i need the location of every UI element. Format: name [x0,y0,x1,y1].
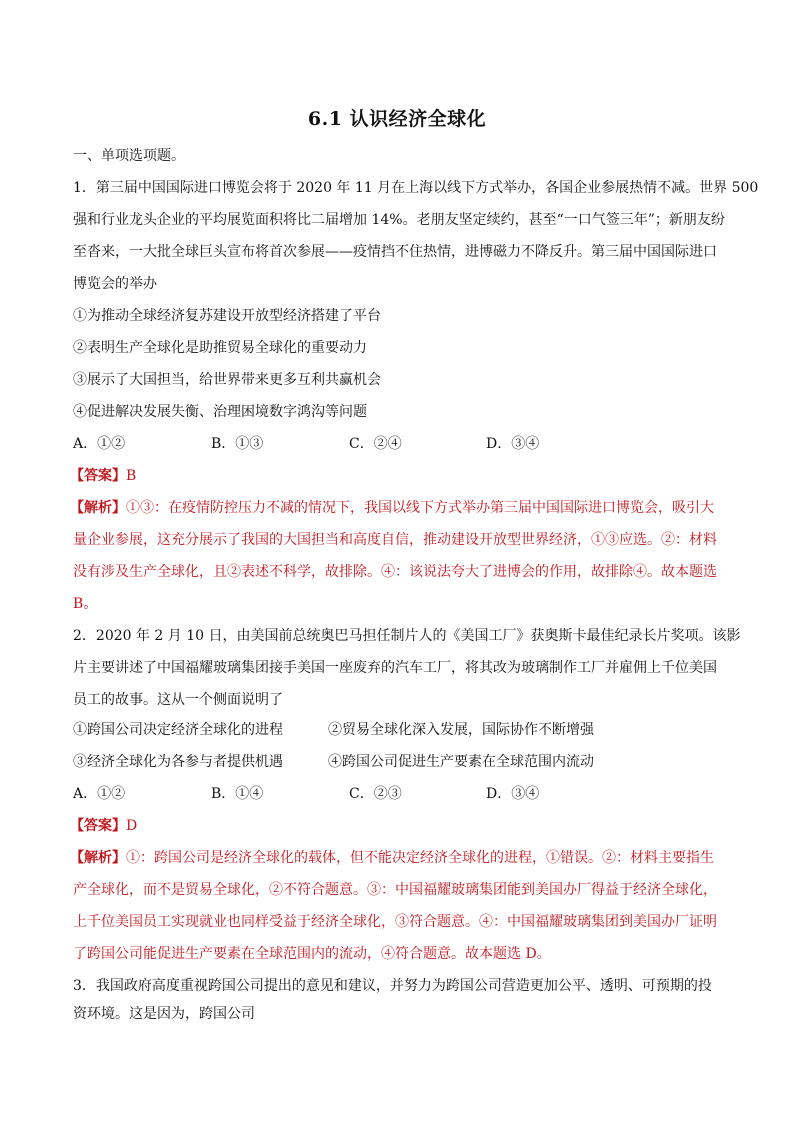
q1-answer [70,466,730,486]
q1-stem-line-1: 1．第三届中国国际进口博览会将于 2020 年 11 月在上海以线下方式举办，各国企业参展热情不减。世界 500 [73,180,759,196]
q2-answer [70,816,730,836]
q1-statement-2: ②表明生产全球化是助推贸易全球化的重要动力 [73,340,367,356]
q1-analysis-text-1: ①③：在疫情防控压力不减的情况下，我国以线下方式举办第三届中国国际进口博览会，吸引大 [126,500,714,516]
q2-option-d: D．③④ [486,786,540,802]
q2-analysis-line-1 [70,848,730,868]
q1-stem-line-3: 至沓来，一大批全球巨头宣布将首次参展——疫情挡不住热情，进博磁力不降反升。第三届中国国际进口 [73,244,717,260]
answer-label: 【答案】 [70,468,126,484]
q2-option-b: B．①④ [211,786,264,802]
analysis-label: 【解析】 [70,850,126,866]
q2-answer-value: D [126,818,138,834]
q1-analysis-line-1 [70,498,730,518]
q1-analysis-line-4: B。 [73,596,98,612]
q2-statement-1: ①跨国公司决定经济全球化的进程 [73,722,283,738]
q1-statement-4: ④促进解决发展失衡、治理困境数字鸿沟等问题 [73,404,367,420]
q2-option-c: C．②③ [349,786,402,802]
q2-stem-line-1: 2．2020 年 2 月 10 日，由美国前总统奥巴马担任制片人的《美国工厂》获奥斯卡最佳纪录长片奖项。该影 [73,628,741,644]
q1-option-a: A．①② [73,436,126,452]
q1-stem-line-2: 强和行业龙头企业的平均展览面积将比二届增加 14%。老朋友坚定续约，甚至“一口气签三年”；新朋友纷 [73,212,725,228]
q1-answer-value: B [126,468,137,484]
q2-analysis-line-2: 产全球化，而不是贸易全球化，②不符合题意。③：中国福耀玻璃集团能到美国办厂得益于经济全球化， [73,882,717,898]
q2-statement-3: ③经济全球化为各参与者提供机遇 [73,754,283,770]
section-heading: 一、单项选项题。 [73,148,185,164]
q2-analysis-line-4: 了跨国公司能促进生产要素在全球范围内的流动，④符合题意。故本题选 D。 [73,946,551,962]
q2-stem-line-2: 片主要讲述了中国福耀玻璃集团接手美国一座废弃的汽车工厂，将其改为玻璃制作工厂并雇佣上千位美国 [73,660,717,676]
q3-stem-line-2: 资环境。这是因为，跨国公司 [73,1006,255,1022]
q1-statement-1: ①为推动全球经济复苏建设开放型经济搭建了平台 [73,308,381,324]
q1-statement-3: ③展示了大国担当，给世界带来更多互利共赢机会 [73,372,381,388]
q1-option-d: D．③④ [486,436,540,452]
q3-stem-line-1: 3．我国政府高度重视跨国公司提出的意见和建议，并努力为跨国公司营造更加公平、透明、可预期的投 [73,978,712,994]
q1-option-c: C．②④ [349,436,402,452]
q1-option-b: B．①③ [211,436,264,452]
q2-analysis-line-3: 上千位美国员工实现就业也同样受益于经济全球化，③符合题意。④：中国福耀玻璃集团到美国办厂证明 [73,914,717,930]
q2-option-a: A．①② [73,786,126,802]
answer-label: 【答案】 [70,818,126,834]
q2-statement-2: ②贸易全球化深入发展，国际协作不断增强 [328,722,594,738]
q2-stem-line-3: 员工的故事。这从一个侧面说明了 [73,692,283,708]
q2-analysis-text-1: ①：跨国公司是经济全球化的载体，但不能决定经济全球化的进程，①错误。②：材料主要指生 [126,850,714,866]
q1-analysis-line-3: 没有涉及生产全球化，且②表述不科学，故排除。④：该说法夸大了进博会的作用，故排除④。故本题选 [73,564,717,580]
q1-analysis-line-2: 量企业参展，这充分展示了我国的大国担当和高度自信，推动建设开放型世界经济，①③应选。②：材料 [73,532,717,548]
q2-statement-4: ④跨国公司促进生产要素在全球范围内流动 [328,754,594,770]
q1-stem-line-4: 博览会的举办 [73,276,157,292]
page-title: 6.1 认识经济全球化 [307,108,487,130]
analysis-label: 【解析】 [70,500,126,516]
